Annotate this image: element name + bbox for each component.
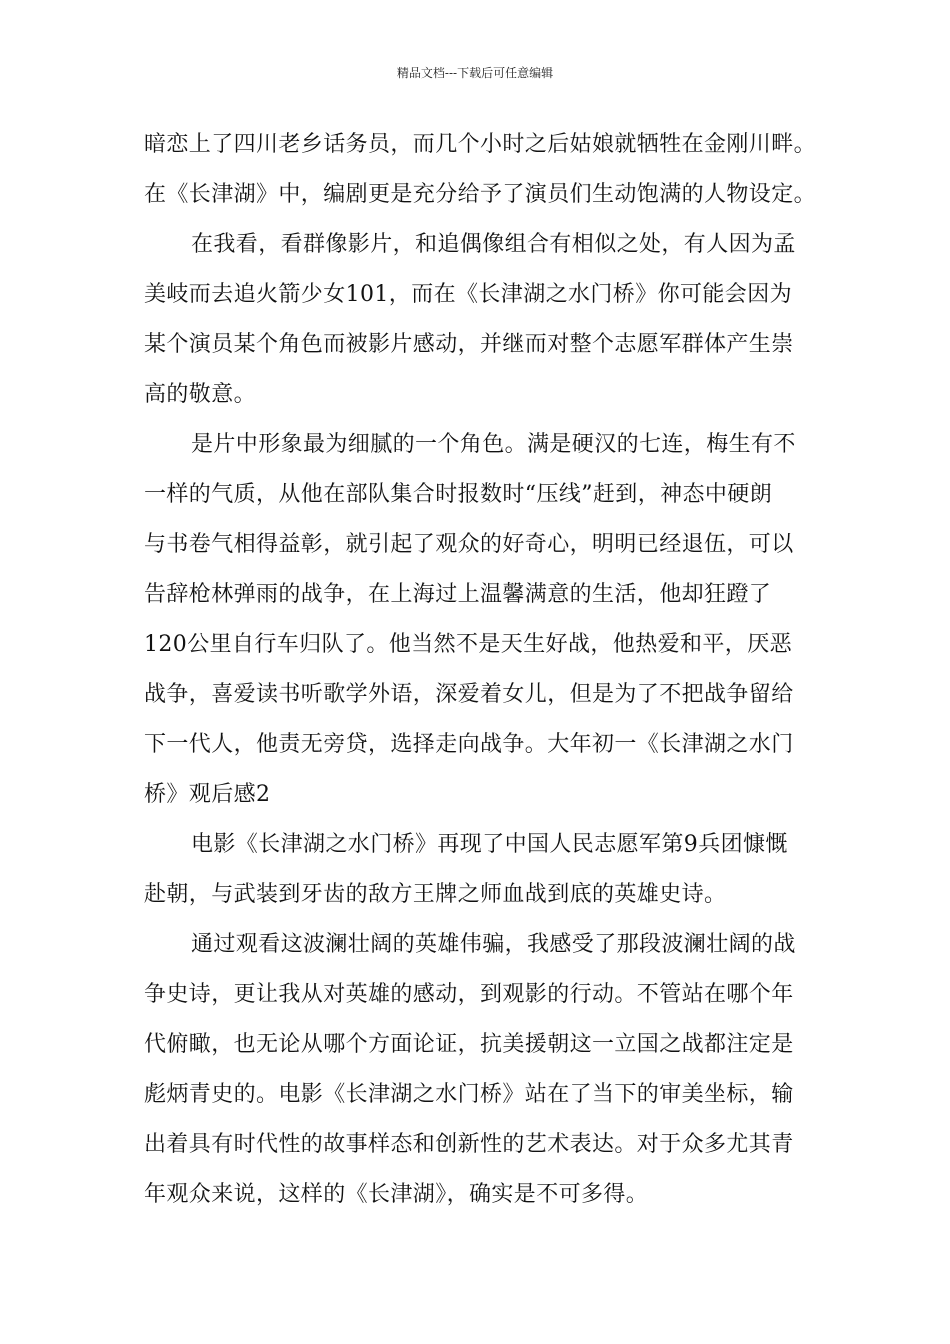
text-line: 出着具有时代性的故事样态和创新性的艺术表达。对于众多尤其青 — [144, 1132, 794, 1157]
text-line: 下一代人，他责无旁贷，选择走向战争。大年初一《长津湖之水门 — [144, 732, 794, 757]
text-line: 代俯瞰，也无论从哪个方面论证，抗美援朝这一立国之战都注定是 — [144, 1032, 794, 1057]
text-line: 一样的气质，从他在部队集合时报数时“压线”赶到，神态中硬朗 — [144, 482, 773, 507]
text-line: 彪炳青史的。电影《长津湖之水门桥》站在了当下的审美坐标，输 — [144, 1082, 794, 1107]
text-line: 120公里自行车归队了。他当然不是天生好战，他热爱和平，厌恶 — [144, 632, 792, 657]
text-line: 暗恋上了四川老乡话务员，而几个小时之后姑娘就牺牲在金刚川畔。 — [144, 132, 817, 157]
text-line: 赴朝，与武装到牙齿的敌方王牌之师血战到底的英雄史诗。 — [144, 882, 727, 907]
text-line: 在《长津湖》中，编剧更是充分给予了演员们生动饱满的人物设定。 — [144, 182, 817, 207]
paragraph-5 — [144, 920, 814, 1220]
paragraph-2 — [144, 220, 814, 420]
text-line: 电影《长津湖之水门桥》再现了中国人民志愿军第9兵团慷慨 — [191, 832, 788, 857]
text-line: 争史诗，更让我从对英雄的感动，到观影的行动。不管站在哪个年 — [144, 982, 794, 1007]
paragraph-3 — [144, 420, 814, 820]
text-line: 与书卷气相得益彰，就引起了观众的好奇心，明明已经退伍，可以 — [144, 532, 794, 557]
text-line: 在我看，看群像影片，和追偶像组合有相似之处，有人因为孟 — [191, 232, 796, 257]
document-body — [144, 120, 817, 1220]
text-line: 桥》观后感2 — [144, 782, 271, 807]
page-header: 精品文档---下载后可任意编辑 — [396, 66, 554, 80]
text-line: 高的敬意。 — [144, 382, 257, 407]
text-line: 战争，喜爱读书听歌学外语，深爱着女儿，但是为了不把战争留给 — [144, 682, 794, 707]
text-line: 是片中形象最为细腻的一个角色。满是硬汉的七连，梅生有不 — [191, 432, 796, 457]
paragraph-1 — [144, 120, 817, 220]
paragraph-4 — [144, 820, 814, 920]
text-line: 告辞枪林弹雨的战争，在上海过上温馨满意的生活，他却狂蹬了 — [144, 582, 772, 607]
text-line: 年观众来说，这样的《长津湖》，确实是不可多得。 — [144, 1182, 649, 1207]
text-line: 某个演员某个角色而被影片感动，并继而对整个志愿军群体产生崇 — [144, 332, 794, 357]
text-line: 通过观看这波澜壮阔的英雄伟骗，我感受了那段波澜壮阔的战 — [191, 932, 796, 957]
text-line: 美岐而去追火箭少女101，而在《长津湖之水门桥》你可能会因为 — [144, 282, 792, 307]
